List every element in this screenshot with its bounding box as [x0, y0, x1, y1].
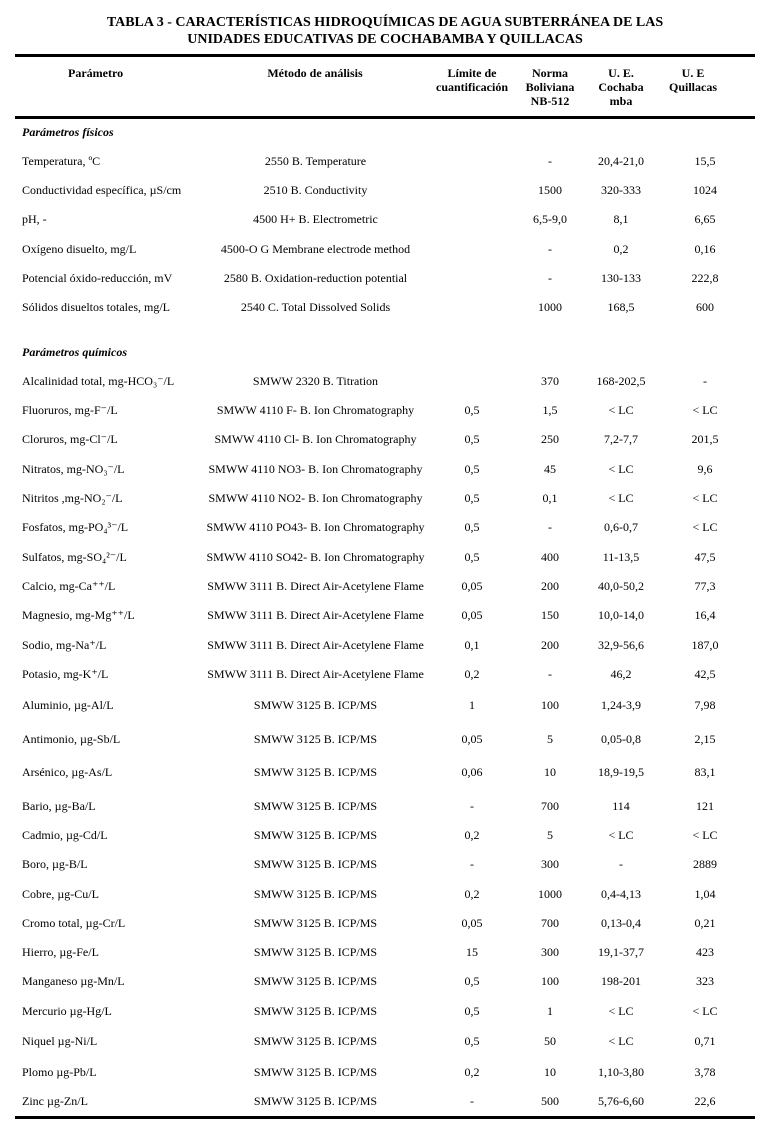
- table-row: [0, 942, 770, 962]
- cell-method: SMWW 3125 B. ICP/MS: [253, 1065, 378, 1079]
- cell-limit: 0,1: [464, 638, 480, 652]
- header-limit: [432, 66, 512, 94]
- table-row: [0, 825, 770, 845]
- cell-norm: -: [548, 520, 552, 534]
- cell-limit: 0,5: [464, 550, 480, 564]
- cell-coch: 8,1: [613, 212, 629, 226]
- cell-method: SMWW 3111 B. Direct Air-Acetylene Flame: [207, 667, 424, 681]
- cell-param: Mercurio µg-Hg/L: [22, 1004, 112, 1018]
- cell-param: Oxígeno disuelto, mg/L: [22, 242, 137, 256]
- cell-coch: 10,0-14,0: [598, 608, 644, 622]
- cell-limit: 0,06: [461, 765, 483, 779]
- table-row: [0, 371, 770, 391]
- table-row: [0, 605, 770, 625]
- header-quil-line: U. E: [681, 66, 705, 80]
- cell-method: SMWW 3111 B. Direct Air-Acetylene Flame: [207, 579, 424, 593]
- cell-method: SMWW 3125 B. ICP/MS: [253, 974, 378, 988]
- cell-norm: 5: [547, 828, 553, 842]
- cell-param: Nitratos, mg-NO₃⁻/L: [22, 462, 125, 476]
- cell-coch: 40,0-50,2: [598, 579, 644, 593]
- cell-coch: < LC: [608, 828, 634, 842]
- cell-coch: < LC: [608, 491, 634, 505]
- cell-coch: 19,1-37,7: [598, 945, 644, 959]
- cell-param: Hierro, µg-Fe/L: [22, 945, 99, 959]
- cell-limit: 0,5: [464, 491, 480, 505]
- cell-param: Conductividad específica, µS/cm: [22, 183, 182, 197]
- cell-coch: < LC: [608, 1004, 634, 1018]
- cell-method: SMWW 3111 B. Direct Air-Acetylene Flame: [207, 608, 424, 622]
- cell-param: Manganeso µg-Mn/L: [22, 974, 125, 988]
- cell-limit: -: [470, 857, 474, 871]
- table-row: [0, 854, 770, 874]
- cell-method: SMWW 3125 B. ICP/MS: [253, 945, 378, 959]
- cell-coch: < LC: [608, 1034, 634, 1048]
- header-coch-line: U. E.: [608, 66, 634, 80]
- cell-coch: 1,10-3,80: [598, 1065, 644, 1079]
- cell-param: Cromo total, µg-Cr/L: [22, 916, 126, 930]
- cell-param: Zinc µg-Zn/L: [22, 1094, 88, 1108]
- table-row: [0, 971, 770, 991]
- top-rule: [15, 54, 755, 57]
- table-row: [0, 239, 770, 259]
- table-row: [0, 695, 770, 715]
- cell-quil: 121: [696, 799, 714, 813]
- table-row: [0, 547, 770, 567]
- cell-param: Cobre, µg-Cu/L: [22, 887, 99, 901]
- header-rule: [15, 116, 755, 119]
- cell-quil: < LC: [692, 828, 718, 842]
- cell-quil: 600: [696, 300, 714, 314]
- cell-coch: 7,2-7,7: [604, 432, 638, 446]
- header-norm-line: Boliviana: [525, 80, 575, 94]
- cell-norm: 370: [541, 374, 559, 388]
- table-row: [0, 913, 770, 933]
- cell-limit: 0,05: [461, 916, 483, 930]
- cell-method: SMWW 3125 B. ICP/MS: [253, 698, 378, 712]
- cell-quil: 22,6: [694, 1094, 716, 1108]
- cell-method: SMWW 3125 B. ICP/MS: [253, 1034, 378, 1048]
- cell-method: SMWW 3125 B. ICP/MS: [253, 828, 378, 842]
- cell-method: SMWW 4110 SO42- B. Ion Chromatography: [206, 550, 425, 564]
- cell-norm: -: [548, 154, 552, 168]
- cell-param: Boro, µg-B/L: [22, 857, 88, 871]
- cell-method: SMWW 3125 B. ICP/MS: [253, 1004, 378, 1018]
- cell-method: SMWW 4110 NO2- B. Ion Chromatography: [208, 491, 423, 505]
- cell-method: SMWW 3125 B. ICP/MS: [253, 765, 378, 779]
- cell-param: Cadmio, µg-Cd/L: [22, 828, 108, 842]
- table-row: [0, 1091, 770, 1111]
- table-row: [0, 1062, 770, 1082]
- cell-limit: 0,5: [464, 520, 480, 534]
- cell-norm: 200: [541, 579, 559, 593]
- cell-quil: 47,5: [694, 550, 716, 564]
- cell-method: SMWW 3125 B. ICP/MS: [253, 887, 378, 901]
- table-row: [0, 429, 770, 449]
- cell-limit: 0,2: [464, 828, 480, 842]
- header-coch-line: mba: [609, 94, 633, 108]
- cell-param: Plomo µg-Pb/L: [22, 1065, 97, 1079]
- cell-norm: 500: [541, 1094, 559, 1108]
- cell-quil: 1,04: [694, 887, 716, 901]
- header-quil: [653, 66, 733, 94]
- table-title: [0, 14, 770, 48]
- cell-norm: 700: [541, 916, 559, 930]
- table-row: [0, 297, 770, 317]
- cell-limit: -: [470, 799, 474, 813]
- table-row: [0, 635, 770, 655]
- header-norm-line: Norma: [532, 66, 568, 80]
- section-label: Parámetros químicos: [22, 345, 128, 359]
- cell-coch: 168-202,5: [596, 374, 646, 388]
- cell-norm: 200: [541, 638, 559, 652]
- cell-method: SMWW 2320 B. Titration: [252, 374, 379, 388]
- cell-method: SMWW 4110 Cl- B. Ion Chromatography: [214, 432, 417, 446]
- cell-norm: -: [548, 271, 552, 285]
- cell-quil: 201,5: [691, 432, 719, 446]
- table-row: [0, 1001, 770, 1021]
- cell-norm: -: [548, 667, 552, 681]
- cell-coch: 168,5: [607, 300, 635, 314]
- cell-norm: -: [548, 242, 552, 256]
- cell-param: Cloruros, mg-Cl⁻/L: [22, 432, 118, 446]
- cell-limit: 0,5: [464, 432, 480, 446]
- cell-limit: 1: [469, 698, 475, 712]
- cell-limit: 0,5: [464, 403, 480, 417]
- cell-limit: 0,2: [464, 667, 480, 681]
- table-row: [0, 180, 770, 200]
- cell-quil: < LC: [692, 520, 718, 534]
- cell-norm: 1000: [538, 887, 562, 901]
- cell-coch: -: [619, 857, 623, 871]
- table-row: [0, 151, 770, 171]
- cell-method: SMWW 3125 B. ICP/MS: [253, 799, 378, 813]
- cell-method: 2510 B. Conductivity: [263, 183, 368, 197]
- cell-norm: 1: [547, 1004, 553, 1018]
- cell-limit: 0,05: [461, 579, 483, 593]
- cell-coch: 0,6-0,7: [604, 520, 638, 534]
- cell-quil: 77,3: [694, 579, 716, 593]
- cell-norm: 5: [547, 732, 553, 746]
- table-row: [0, 400, 770, 420]
- cell-coch: 0,4-4,13: [601, 887, 641, 901]
- cell-quil: 6,65: [694, 212, 716, 226]
- table-title-line-1: TABLA 3 - CARACTERÍSTICAS HIDROQUÍMICAS DE AGUA SUBTERRÁNEA DE LAS: [106, 15, 664, 30]
- table-row: [0, 209, 770, 229]
- cell-param: pH, -: [22, 212, 47, 226]
- cell-method: 2580 B. Oxidation-reduction potential: [223, 271, 408, 285]
- cell-coch: 320-333: [601, 183, 641, 197]
- header-norm-line: NB-512: [530, 94, 570, 108]
- cell-param: Fluoruros, mg-F⁻/L: [22, 403, 118, 417]
- table-row: [0, 1031, 770, 1051]
- cell-quil: 1024: [693, 183, 717, 197]
- cell-param: Aluminio, µg-Al/L: [22, 698, 114, 712]
- cell-coch: 32,9-56,6: [598, 638, 644, 652]
- cell-quil: < LC: [692, 491, 718, 505]
- cell-param: Magnesio, mg-Mg⁺⁺/L: [22, 608, 135, 622]
- cell-coch: 0,05-0,8: [601, 732, 641, 746]
- table-row: [0, 664, 770, 684]
- cell-limit: 0,5: [464, 462, 480, 476]
- cell-quil: 42,5: [694, 667, 716, 681]
- cell-param: Alcalinidad total, mg-HCO₃⁻/L: [22, 374, 175, 388]
- header-norm: [515, 66, 585, 108]
- cell-param: Bario, µg-Ba/L: [22, 799, 96, 813]
- header-limit-line: cuantificación: [436, 80, 508, 94]
- cell-norm: 50: [544, 1034, 556, 1048]
- cell-method: SMWW 3125 B. ICP/MS: [253, 732, 378, 746]
- cell-coch: < LC: [608, 462, 634, 476]
- cell-quil: 3,78: [694, 1065, 716, 1079]
- cell-limit: 0,5: [464, 974, 480, 988]
- cell-coch: < LC: [608, 403, 634, 417]
- cell-param: Potasio, mg-K⁺/L: [22, 667, 109, 681]
- cell-method: SMWW 3125 B. ICP/MS: [253, 916, 378, 930]
- cell-quil: 0,21: [694, 916, 716, 930]
- table-row: [0, 459, 770, 479]
- cell-limit: 0,05: [461, 608, 483, 622]
- cell-method: 2540 C. Total Dissolved Solids: [240, 300, 391, 314]
- cell-norm: 400: [541, 550, 559, 564]
- cell-norm: 300: [541, 857, 559, 871]
- cell-quil: < LC: [692, 403, 718, 417]
- table-row: [0, 488, 770, 508]
- cell-quil: 16,4: [694, 608, 716, 622]
- cell-coch: 18,9-19,5: [598, 765, 644, 779]
- cell-method: SMWW 4110 PO43- B. Ion Chromatography: [206, 520, 425, 534]
- cell-limit: -: [470, 1094, 474, 1108]
- cell-norm: 1,5: [542, 403, 558, 417]
- table-row: [0, 796, 770, 816]
- cell-param: Sólidos disueltos totales, mg/L: [22, 300, 171, 314]
- cell-coch: 1,24-3,9: [601, 698, 641, 712]
- cell-coch: 5,76-6,60: [598, 1094, 644, 1108]
- header-limit-line: Límite de: [447, 66, 497, 80]
- cell-method: SMWW 4110 F- B. Ion Chromatography: [216, 403, 415, 417]
- cell-norm: 10: [544, 765, 556, 779]
- header-coch-line: Cochaba: [598, 80, 644, 94]
- table-row: [0, 517, 770, 537]
- cell-quil: 15,5: [694, 154, 716, 168]
- cell-quil: 2,15: [694, 732, 716, 746]
- cell-norm: 6,5-9,0: [533, 212, 567, 226]
- section-label: Parámetros físicos: [22, 125, 114, 139]
- cell-norm: 1000: [538, 300, 562, 314]
- cell-quil: -: [703, 374, 707, 388]
- cell-quil: 423: [696, 945, 714, 959]
- cell-quil: 0,71: [694, 1034, 716, 1048]
- cell-quil: 0,16: [694, 242, 716, 256]
- cell-coch: 114: [612, 799, 630, 813]
- table-row: [0, 762, 770, 782]
- table-row: [0, 268, 770, 288]
- cell-limit: 0,05: [461, 732, 483, 746]
- cell-param: Calcio, mg-Ca⁺⁺/L: [22, 579, 116, 593]
- cell-norm: 100: [541, 698, 559, 712]
- cell-quil: 9,6: [697, 462, 713, 476]
- cell-norm: 1500: [538, 183, 562, 197]
- header-quil-line: Quillacas: [668, 80, 717, 94]
- cell-quil: 222,8: [691, 271, 719, 285]
- cell-method: SMWW 3111 B. Direct Air-Acetylene Flame: [207, 638, 424, 652]
- cell-norm: 10: [544, 1065, 556, 1079]
- cell-norm: 700: [541, 799, 559, 813]
- header-method: Método de análisis: [267, 66, 363, 80]
- cell-limit: 0,2: [464, 1065, 480, 1079]
- cell-param: Sodio, mg-Na⁺/L: [22, 638, 107, 652]
- cell-coch: 11-13,5: [602, 550, 640, 564]
- cell-method: SMWW 3125 B. ICP/MS: [253, 1094, 378, 1108]
- cell-coch: 0,2: [613, 242, 629, 256]
- cell-param: Temperatura, ºC: [22, 154, 101, 168]
- cell-norm: 250: [541, 432, 559, 446]
- cell-param: Arsénico, µg-As/L: [22, 765, 113, 779]
- cell-method: 4500 H+ B. Electrometric: [253, 212, 378, 226]
- section-header: [0, 342, 770, 362]
- cell-norm: 0,1: [542, 491, 558, 505]
- cell-limit: 15: [466, 945, 478, 959]
- cell-coch: 0,13-0,4: [601, 916, 641, 930]
- cell-param: Niquel µg-Ni/L: [22, 1034, 98, 1048]
- table-row: [0, 576, 770, 596]
- table-row: [0, 729, 770, 749]
- table-row: [0, 884, 770, 904]
- cell-quil: 83,1: [694, 765, 716, 779]
- bottom-rule: [15, 1116, 755, 1119]
- cell-limit: 0,2: [464, 887, 480, 901]
- cell-param: Antimonio, µg-Sb/L: [22, 732, 121, 746]
- cell-quil: 187,0: [691, 638, 719, 652]
- cell-norm: 300: [541, 945, 559, 959]
- cell-param: Nitritos ,mg-NO₂⁻/L: [22, 491, 123, 505]
- cell-coch: 198-201: [601, 974, 641, 988]
- cell-quil: < LC: [692, 1004, 718, 1018]
- cell-param: Potencial óxido-reducción, mV: [22, 271, 173, 285]
- cell-norm: 45: [544, 462, 556, 476]
- cell-method: 4500-O G Membrane electrode method: [220, 242, 411, 256]
- cell-method: SMWW 4110 NO3- B. Ion Chromatography: [208, 462, 423, 476]
- header-coch: [580, 66, 662, 108]
- table-title-line-2: UNIDADES EDUCATIVAS DE COCHABAMBA Y QUILLACAS: [187, 32, 583, 47]
- cell-quil: 7,98: [694, 698, 716, 712]
- header-param: Parámetro: [68, 66, 124, 80]
- cell-param: Fosfatos, mg-PO₄³⁻/L: [22, 520, 129, 534]
- cell-limit: 0,5: [464, 1004, 480, 1018]
- cell-coch: 20,4-21,0: [598, 154, 644, 168]
- cell-coch: 130-133: [601, 271, 641, 285]
- cell-coch: 46,2: [610, 667, 632, 681]
- cell-norm: 100: [541, 974, 559, 988]
- cell-quil: 323: [696, 974, 714, 988]
- cell-method: 2550 B. Temperature: [264, 154, 367, 168]
- section-header: [0, 122, 770, 142]
- cell-limit: 0,5: [464, 1034, 480, 1048]
- cell-norm: 150: [541, 608, 559, 622]
- cell-method: SMWW 3125 B. ICP/MS: [253, 857, 378, 871]
- cell-param: Sulfatos, mg-SO₄²⁻/L: [22, 550, 127, 564]
- cell-quil: 2889: [693, 857, 717, 871]
